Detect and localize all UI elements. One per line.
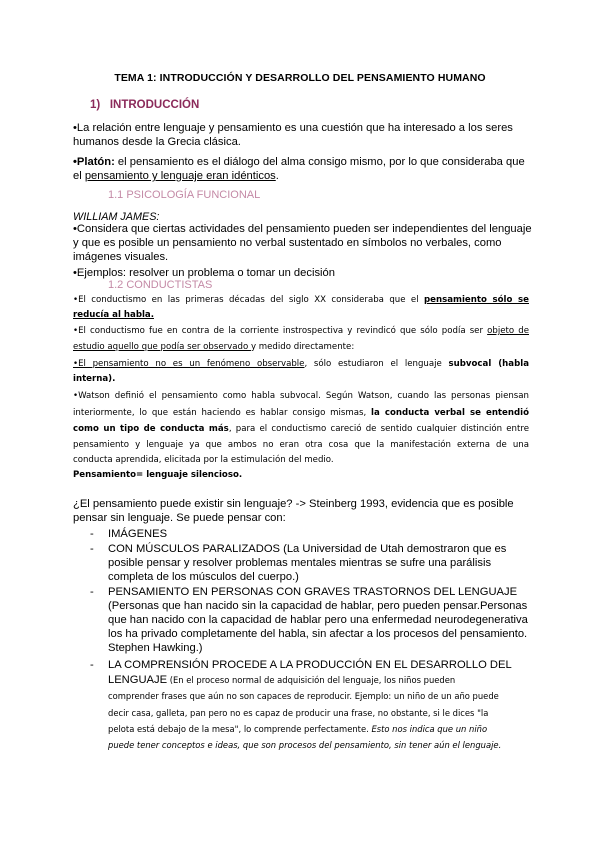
william-james-heading: WILLIAM JAMES: bbox=[73, 211, 160, 223]
page-title: TEMA 1: INTRODUCCIÓN Y DESARROLLO DEL PENSAMIENTO HUMANO bbox=[114, 72, 486, 84]
list-item-small-text: (En el proceso normal de adquisición del lenguaje, los niños pueden bbox=[167, 675, 456, 685]
platon-label: •Platón: bbox=[73, 156, 115, 168]
section-label: INTRODUCCIÓN bbox=[109, 99, 200, 111]
question-line: pensar sin lenguaje. Se puede pensar con: bbox=[73, 512, 286, 524]
list-item-line: (Personas que han nacido sin la capacidad de hablar, pero pueden pensar.Personas bbox=[108, 600, 528, 612]
section-heading-introduccion bbox=[90, 99, 199, 111]
james-line: y que es posible un pensamiento no verbal sustentado en símbolos no verbales, como bbox=[73, 237, 502, 249]
list-item-small-text: pelota está debajo de la mesa", lo comprende perfectamente. bbox=[108, 724, 372, 734]
watson-line bbox=[73, 405, 529, 422]
conductismo-text: y medido directamente: bbox=[250, 342, 355, 352]
list-bullet: - bbox=[90, 659, 94, 671]
conductismo-emphasis: pensamiento sólo se bbox=[424, 295, 530, 305]
platon-text: . bbox=[275, 170, 279, 182]
conductismo-underlined: objeto de bbox=[487, 326, 529, 336]
conductismo-emphasis: reducía al habla. bbox=[73, 310, 154, 320]
watson-line: conducta aprendida, elicitada por la estimulación del medio. bbox=[73, 455, 334, 465]
list-item-line: LA COMPRENSIÓN PROCEDE A LA PRODUCCIÓN EN EL DESARROLLO DEL bbox=[108, 659, 512, 671]
list-item-text: LENGUAJE bbox=[108, 674, 168, 686]
list-bullet: - bbox=[90, 543, 94, 555]
question-line: ¿El pensamiento puede existir sin lenguaje? -> Steinberg 1993, evidencia que es posible bbox=[73, 498, 514, 510]
section-number: 1) bbox=[90, 99, 101, 111]
conductismo-line bbox=[73, 307, 154, 324]
watson-text: , para el conductismo careció de sentido cualquier distinción entre bbox=[228, 424, 529, 434]
conductismo-underlined: estudio aquello que podía ser observado bbox=[73, 342, 251, 352]
list-item-italic-text: Esto nos indica que un niño bbox=[371, 724, 488, 734]
james-line: •Ejemplos: resolver un problema o tomar un decisión bbox=[73, 267, 335, 279]
list-item-line: puede tener conceptos e ideas, que son procesos del pensamiento, sin tener aún el lenguaje. bbox=[108, 740, 502, 750]
list-item-line: posible pensar y resolver problemas mentales mientras se sufre una parálisis bbox=[108, 557, 492, 569]
watson-text: interiormente, lo que están haciendo es hablar consigo mismas, bbox=[73, 408, 372, 418]
platon-text: el bbox=[73, 170, 85, 182]
list-item-line bbox=[108, 673, 455, 688]
list-item-line bbox=[108, 722, 487, 737]
list-item-line: decir casa, galleta, pan pero no es capaz de producir una frase, no obstante, si le dices "la bbox=[108, 708, 489, 718]
watson-bold: como un tipo de conducta más bbox=[73, 424, 229, 434]
watson-bold: la conducta verbal se entendió bbox=[371, 408, 529, 418]
list-bullet: - bbox=[90, 586, 94, 598]
watson-line bbox=[73, 421, 529, 438]
platon-paragraph-line bbox=[73, 169, 279, 183]
conductismo-text: , sólo estudiaron el lenguaje bbox=[304, 359, 449, 369]
list-bullet: - bbox=[90, 528, 94, 540]
list-item-line: completa de los músculos del cuerpo.) bbox=[108, 571, 299, 583]
conductismo-line bbox=[73, 339, 354, 356]
conductismo-underlined: •El pensamiento no es un fenómeno observable bbox=[73, 359, 305, 369]
list-item-line: Stephen Hawking.) bbox=[108, 642, 203, 654]
conductismo-line bbox=[73, 356, 529, 373]
conductismo-line bbox=[73, 323, 529, 340]
subheading-psicologia-funcional: 1.1 PSICOLOGÍA FUNCIONAL bbox=[108, 189, 261, 201]
conductismo-text: •El conductismo fue en contra de la corriente instrospectiva y revindicó que sólo podía ser bbox=[73, 326, 488, 336]
platon-text: el pensamiento es el diálogo del alma consigo mismo, por lo que consideraba que bbox=[114, 156, 525, 168]
james-line: imágenes visuales. bbox=[73, 251, 169, 263]
platon-underlined-text: pensamiento y lenguaje eran idénticos bbox=[84, 170, 276, 182]
list-item-line: los ha privado completamente del habla, sin afectar a los procesos del pensamiento. bbox=[108, 628, 528, 640]
watson-line: pensamiento y lenguaje ya que ambos no eran otra cosa que la manifestación externa de una bbox=[73, 440, 529, 450]
subheading-conductistas: 1.2 CONDUCTISTAS bbox=[108, 279, 213, 291]
conductismo-text: •El conductismo en las primeras décadas del siglo XX consideraba que el bbox=[73, 295, 424, 305]
list-item-line: PENSAMIENTO EN PERSONAS CON GRAVES TRASTORNOS DEL LENGUAJE bbox=[108, 586, 518, 598]
watson-line: •Watson definió el pensamiento como habla subvocal. Según Watson, cuando las personas piensan bbox=[73, 391, 529, 401]
conductismo-bold: subvocal (habla bbox=[448, 359, 529, 369]
intro-paragraph-line: humanos desde la Grecia clásica. bbox=[73, 136, 241, 148]
platon-paragraph-line bbox=[73, 155, 525, 169]
conductismo-bold: interna). bbox=[73, 374, 116, 384]
list-item-imagenes: IMÁGENES bbox=[108, 528, 168, 540]
intro-paragraph-line: •La relación entre lenguaje y pensamiento es una cuestión que ha interesado a los seres bbox=[73, 122, 513, 134]
list-item-line: comprender frases que aún no son capaces de reproducir. Ejemplo: un niño de un año puede bbox=[108, 691, 499, 701]
pensamiento-definition: Pensamiento= lenguaje silencioso. bbox=[73, 470, 243, 480]
list-item-line: que han nacido con la capacidad de hablar pero una enfermedad neurodegenerativa bbox=[108, 614, 528, 626]
conductismo-line bbox=[73, 371, 115, 388]
list-item-line: CON MÚSCULOS PARALIZADOS (La Universidad de Utah demostraron que es bbox=[108, 543, 507, 555]
james-line: •Considera que ciertas actividades del pensamiento pueden ser independientes del lenguaje bbox=[73, 223, 532, 235]
